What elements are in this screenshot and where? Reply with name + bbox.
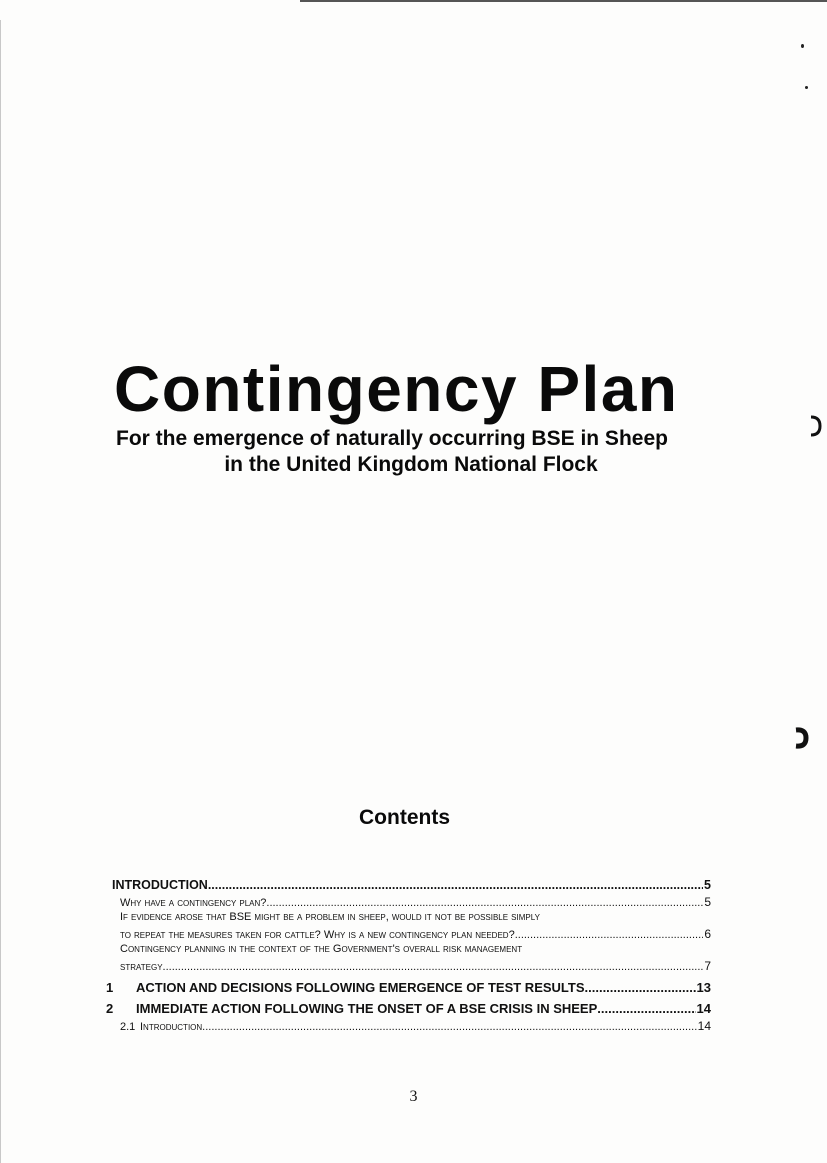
toc-entry-planning-line-2[interactable] (112, 959, 711, 975)
toc-entry-label: strategy (120, 961, 163, 973)
toc-entry-page: 6 (704, 927, 711, 941)
toc-entry-page: 14 (697, 1019, 711, 1033)
page-number: 3 (409, 1088, 418, 1105)
toc-leader-dots (266, 897, 703, 909)
toc-entry-page: 7 (704, 959, 711, 973)
toc-entry-label: Why have a contingency plan? (120, 897, 267, 909)
toc-entry-section-2-1[interactable] (112, 1019, 711, 1035)
toc-section-number: 2 (106, 1001, 114, 1016)
scan-speck (805, 86, 808, 89)
toc-entry-introduction[interactable] (112, 878, 711, 895)
toc-entry-page: 5 (704, 878, 711, 892)
toc-leader-dots (208, 878, 703, 892)
toc-entry-label: to repeat the measures taken for cattle? Why is a new contingency plan needed? (120, 929, 515, 941)
toc-entry-label: Contingency planning in the context of the Government's overall risk management (120, 943, 523, 955)
toc-entry-section-2[interactable] (106, 998, 711, 1019)
toc-section-number: 2.1 (120, 1021, 136, 1033)
toc-entry-label: INTRODUCTION (112, 878, 208, 892)
document-subtitle (116, 426, 706, 478)
toc-entry-evidence-line-1[interactable] (112, 911, 711, 927)
toc-entry-label: ACTION AND DECISIONS FOLLOWING EMERGENCE OF TEST RESULTS (136, 980, 585, 995)
toc-entry-why-contingency-plan[interactable] (112, 895, 711, 911)
scan-border-left (0, 20, 1, 1163)
document-title: Contingency Plan (114, 353, 679, 425)
toc-leader-dots (163, 961, 704, 973)
toc-leader-dots (202, 1021, 696, 1033)
toc-section-number: 1 (106, 980, 114, 995)
binding-hole-mark (793, 726, 811, 750)
toc-entry-label: Introduction (140, 1021, 203, 1033)
scan-border-top (300, 0, 827, 2)
toc-entry-label: If evidence arose that BSE might be a problem in sheep, would it not be possible simply (120, 911, 540, 923)
toc-leader-dots (585, 980, 696, 995)
contents-heading: Contents (359, 806, 450, 829)
binding-hole-mark (808, 414, 824, 438)
toc-leader-dots (515, 929, 704, 941)
toc-entry-label: IMMEDIATE ACTION FOLLOWING THE ONSET OF A BSE CRISIS IN SHEEP (136, 1001, 598, 1016)
table-of-contents (106, 878, 711, 1035)
toc-entry-planning-line-1[interactable] (112, 943, 711, 959)
toc-entry-section-1[interactable] (106, 977, 711, 998)
scan-speck (801, 44, 804, 48)
toc-entry-page: 5 (704, 895, 711, 909)
subtitle-line-2: in the United Kingdom National Flock (224, 453, 598, 476)
toc-leader-dots (597, 1001, 695, 1016)
toc-entry-page: 13 (696, 980, 711, 995)
toc-entry-page: 14 (696, 1001, 711, 1016)
toc-entry-evidence-line-2[interactable] (112, 927, 711, 943)
subtitle-line-1: For the emergence of naturally occurring BSE in Sheep (116, 427, 668, 450)
